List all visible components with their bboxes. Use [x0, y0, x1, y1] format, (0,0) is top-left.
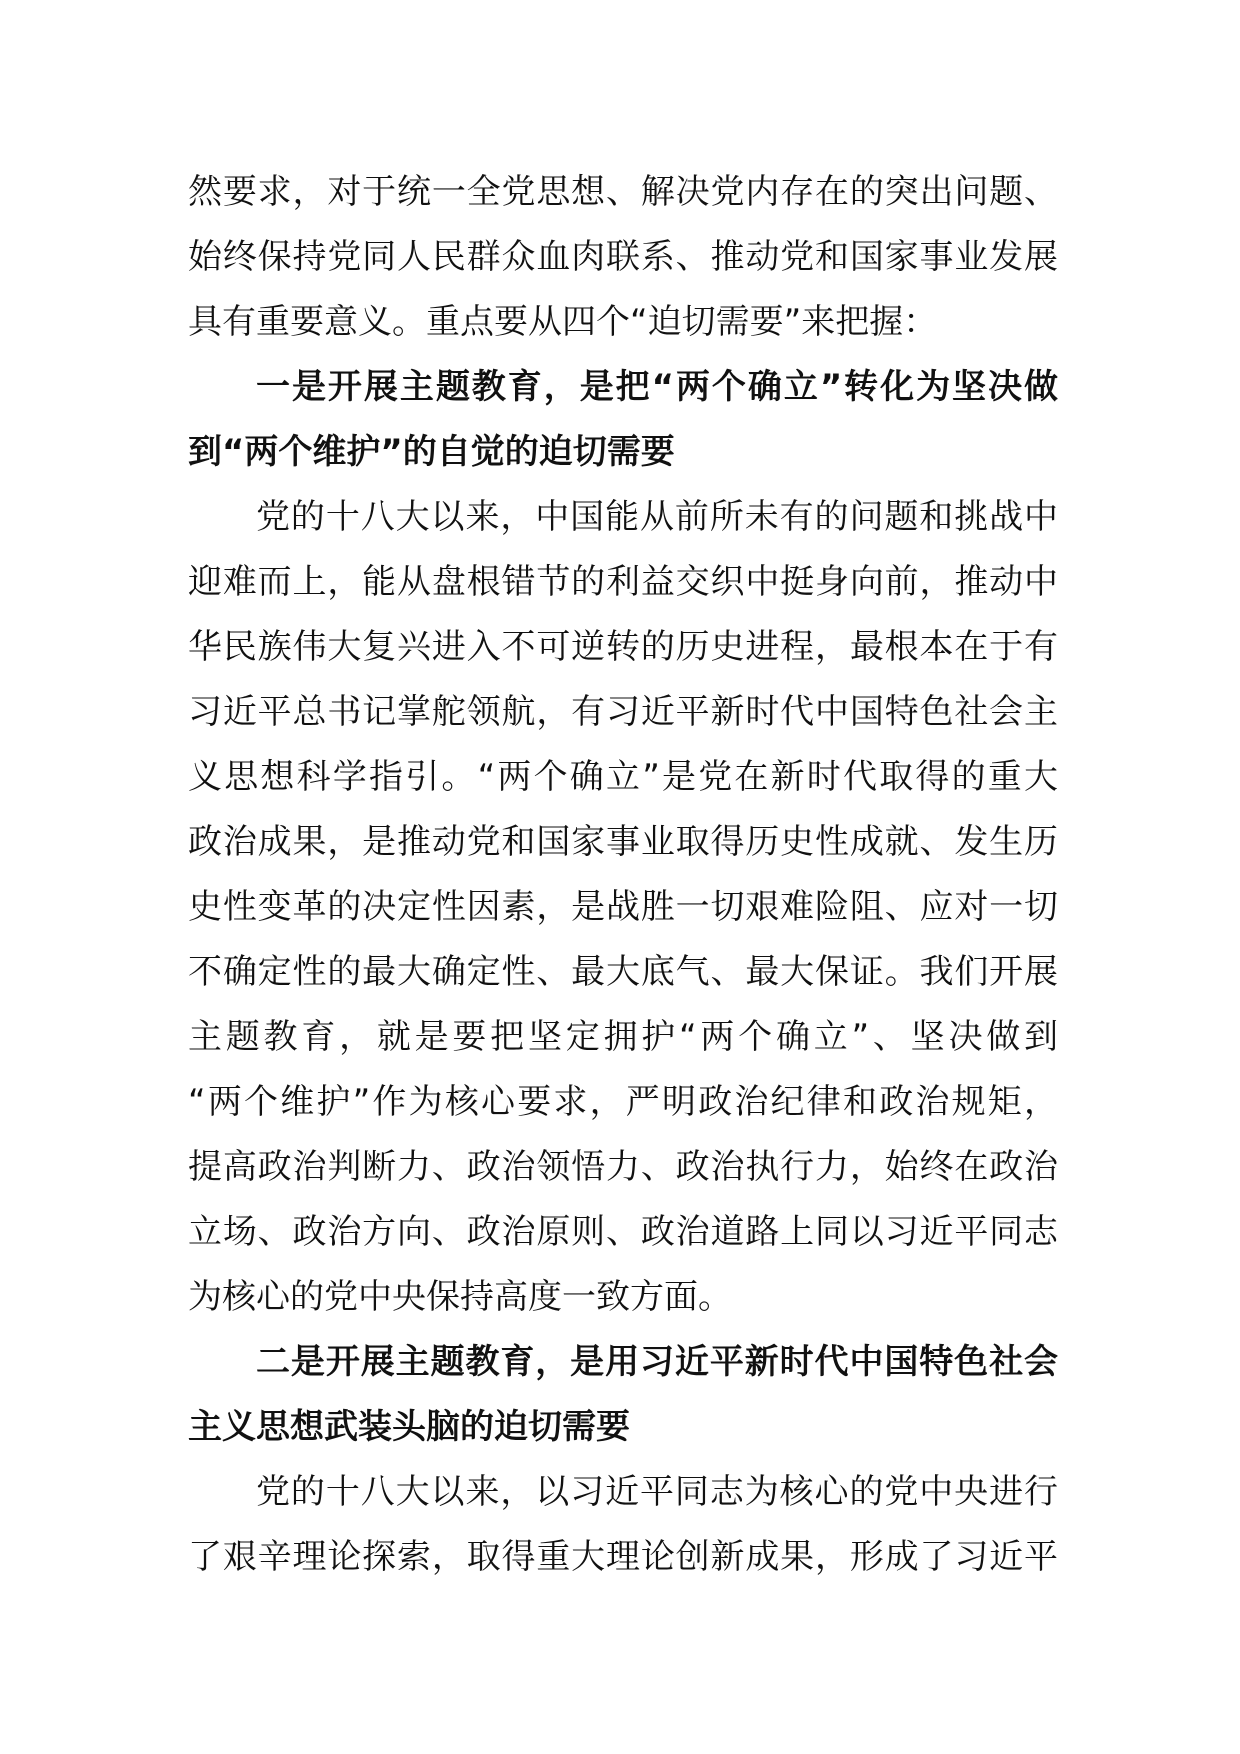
- paragraph-section-1: [188, 485, 1058, 1330]
- text-line: 华民族伟大复兴进入不可逆转的历史进程，最根本在于有: [188, 627, 1058, 667]
- text-line: 具有重要意义。重点要从四个“迫切需要”来把握：: [188, 302, 938, 342]
- text-line: 党的十八大以来，中国能从前所未有的问题和挑战中: [256, 497, 1058, 537]
- section-heading-2: [188, 1330, 1058, 1460]
- text-line: 习近平总书记掌舵领航，有习近平新时代中国特色社会主: [188, 692, 1058, 732]
- paragraph-section-2: [188, 1460, 1058, 1590]
- text-line: 党的十八大以来，以习近平同志为核心的党中央进行: [256, 1472, 1058, 1512]
- heading-line: 一是开展主题教育，是把“两个确立”转化为坚决做: [256, 367, 1058, 407]
- document-body: [188, 160, 1058, 1590]
- text-line: 政治成果，是推动党和国家事业取得历史性成就、发生历: [188, 822, 1058, 862]
- text-line: “两个维护”作为核心要求，严明政治纪律和政治规矩，: [188, 1082, 1058, 1122]
- text-line: 史性变革的决定性因素，是战胜一切艰难险阻、应对一切: [188, 887, 1058, 927]
- text-line: 了艰辛理论探索，取得重大理论创新成果，形成了习近平: [188, 1537, 1058, 1577]
- text-line: 始终保持党同人民群众血肉联系、推动党和国家事业发展: [188, 237, 1058, 277]
- text-line: 为核心的党中央保持高度一致方面。: [188, 1277, 732, 1317]
- text-line: 义思想科学指引。“两个确立”是党在新时代取得的重大: [188, 757, 1058, 797]
- paragraph-intro: [188, 160, 1058, 355]
- section-heading-1: [188, 355, 1058, 485]
- heading-line: 主义思想武装头脑的迫切需要: [188, 1407, 630, 1447]
- heading-line: 二是开展主题教育，是用习近平新时代中国特色社会: [256, 1342, 1058, 1382]
- text-line: 不确定性的最大确定性、最大底气、最大保证。我们开展: [188, 952, 1058, 992]
- text-line: 然要求，对于统一全党思想、解决党内存在的突出问题、: [188, 172, 1058, 212]
- text-line: 立场、政治方向、政治原则、政治道路上同以习近平同志: [188, 1212, 1058, 1252]
- text-line: 主题教育，就是要把坚定拥护“两个确立”、坚决做到: [188, 1017, 1058, 1057]
- text-line: 迎难而上，能从盘根错节的利益交织中挺身向前，推动中: [188, 562, 1058, 602]
- heading-line: 到“两个维护”的自觉的迫切需要: [188, 432, 675, 472]
- text-line: 提高政治判断力、政治领悟力、政治执行力，始终在政治: [188, 1147, 1058, 1187]
